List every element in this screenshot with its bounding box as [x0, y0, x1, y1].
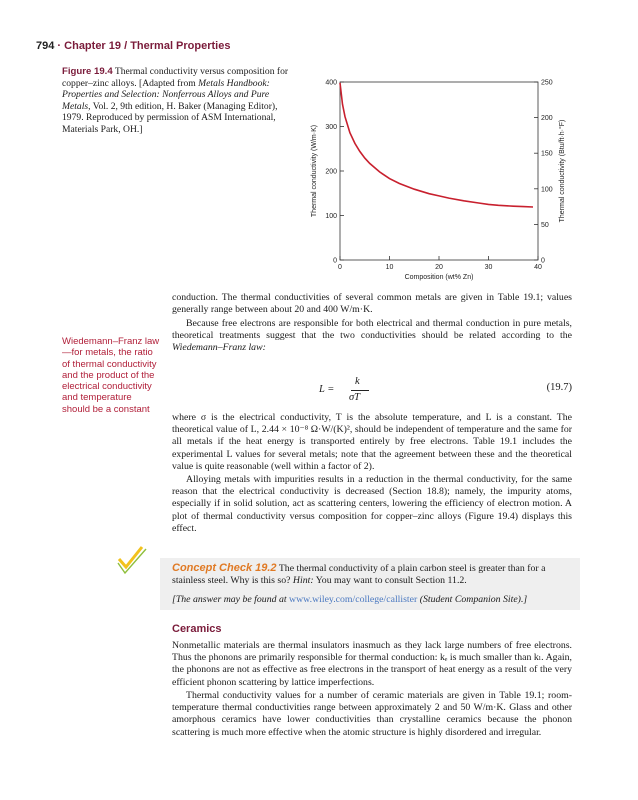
companion-site-link[interactable]: www.wiley.com/college/callister — [289, 593, 418, 605]
figure-label: Figure 19.4 — [62, 66, 113, 77]
running-header: 794 · Chapter 19 / Thermal Properties — [36, 40, 231, 52]
concept-check-label: Concept Check 19.2 — [172, 562, 277, 574]
y-tick-label-right: 100 — [541, 186, 553, 194]
x-tick-label: 40 — [534, 264, 542, 271]
concept-check: Concept Check 19.2 The thermal conductivity of a plain carbon steel is greater than for a stainless steel. Why is this so? Hint: You may want to consult Section 11.2. [The answer may be found at www.wiley.com/college/callister (Student Companion Site).] — [172, 562, 546, 605]
chapter-title: Thermal Properties — [130, 40, 231, 52]
paragraph-6: Thermal conductivity values for a number of ceramic materials are given in Table 19.1; room-temperature thermal conductivities range between approximately 2 and 50 W/m·K. Glass and other amorphous ceramics have lower conductivities than crystalline ceramics because the phonon scattering is much more effective when the atomic structure is highly disordered and irregular. — [172, 690, 572, 738]
x-tick-label: 20 — [435, 264, 443, 271]
figure-caption: Figure 19.4 Thermal conductivity versus composition for copper–zinc alloys. [Adapted from Metals Handbook: Properties and Selection: Nonferrous Alloys and Pure Metals, Vol. 2, 9th edition, H. Baker (Managing Editor), 1979. Reproduced by permission of ASM International, Materials Park, OH.] — [62, 66, 289, 135]
plot-frame — [340, 82, 538, 260]
y-tick-label-left: 400 — [325, 79, 337, 87]
y-tick-label-left: 0 — [333, 257, 337, 265]
margin-note-wiedemann-franz: Wiedemann–Franz law—for metals, the ratio of thermal conductivity and the product of the electrical conductivity and temperature should be a constant — [62, 336, 160, 415]
paragraph-3: where σ is the electrical conductivity, T is the absolute temperature, and L is a constant. The theoretical value of L, 2.44 × 10⁻⁸ Ω·W/(K)², should be independent of temperature and the same for all metals if the heat energy is transported entirely by free electrons. Table 19.1 includes the experimental L values for several metals; note that the agreement between these and the theoretical value is quite reasonable (well within a factor of 2). — [172, 412, 572, 472]
y-tick-label-right: 250 — [541, 79, 553, 87]
checkmark-icon — [116, 543, 160, 577]
x-tick-label: 10 — [385, 264, 394, 271]
y-tick-label-right: 0 — [541, 257, 545, 265]
y-axis-label-right: Thermal conductivity (Btu/ft·h·°F) — [559, 119, 566, 223]
thermal-conductivity-chart — [300, 60, 580, 285]
x-tick-label: 0 — [338, 264, 342, 271]
paragraph-1: conduction. The thermal conductivities of several common metals are given in Table 19.1; values generally range between about 20 and 400 W/m·K. — [172, 292, 572, 316]
page-number: 794 — [36, 40, 55, 52]
y-tick-label-left: 200 — [325, 168, 337, 176]
x-axis-label: Composition (wt% Zn) — [404, 274, 474, 281]
y-tick-label-left: 100 — [325, 213, 337, 220]
y-tick-label-right: 200 — [541, 115, 553, 123]
y-tick-label-left: 300 — [325, 124, 337, 131]
series-line-cu-zn — [340, 83, 533, 207]
paragraph-4: Alloying metals with impurities results in a reduction in the thermal conductivity, for the same reason that the electrical conductivity is decreased (Section 18.8); namely, the impurity atoms, especially if in solid solution, act as scattering centers, lowering the efficiency of electron motion. A plot of thermal conductivity versus composition for copper–zinc alloys (Figure 19.4) displays this effect. — [172, 474, 572, 534]
y-tick-label-right: 150 — [541, 150, 553, 158]
chapter-label: Chapter 19 — [64, 40, 122, 52]
equation-number: (19.7) — [546, 382, 572, 393]
paragraph-5: Nonmetallic materials are thermal insulators inasmuch as they lack large numbers of free electrons. Thus the phonons are primarily responsible for thermal conduction: kₑ is much smaller than kₗ. Again, the phonons are not as effective as free electrons in the transport of heat energy as a result of the very efficient phonon scattering by lattice imperfections. — [172, 640, 572, 688]
equation-19-7: L = k σT (19.7) — [319, 376, 572, 403]
x-tick-label: 30 — [484, 264, 493, 271]
y-axis-label-left: Thermal conductivity (W/m·K) — [311, 124, 318, 218]
section-heading-ceramics: Ceramics — [172, 623, 222, 635]
paragraph-2: Because free electrons are responsible for both electrical and thermal conduction in pure metals, theoretical treatments suggest that the two conductivities should be related according to the Wiedemann–Franz law: — [172, 318, 572, 354]
y-tick-label-right: 50 — [541, 221, 549, 229]
